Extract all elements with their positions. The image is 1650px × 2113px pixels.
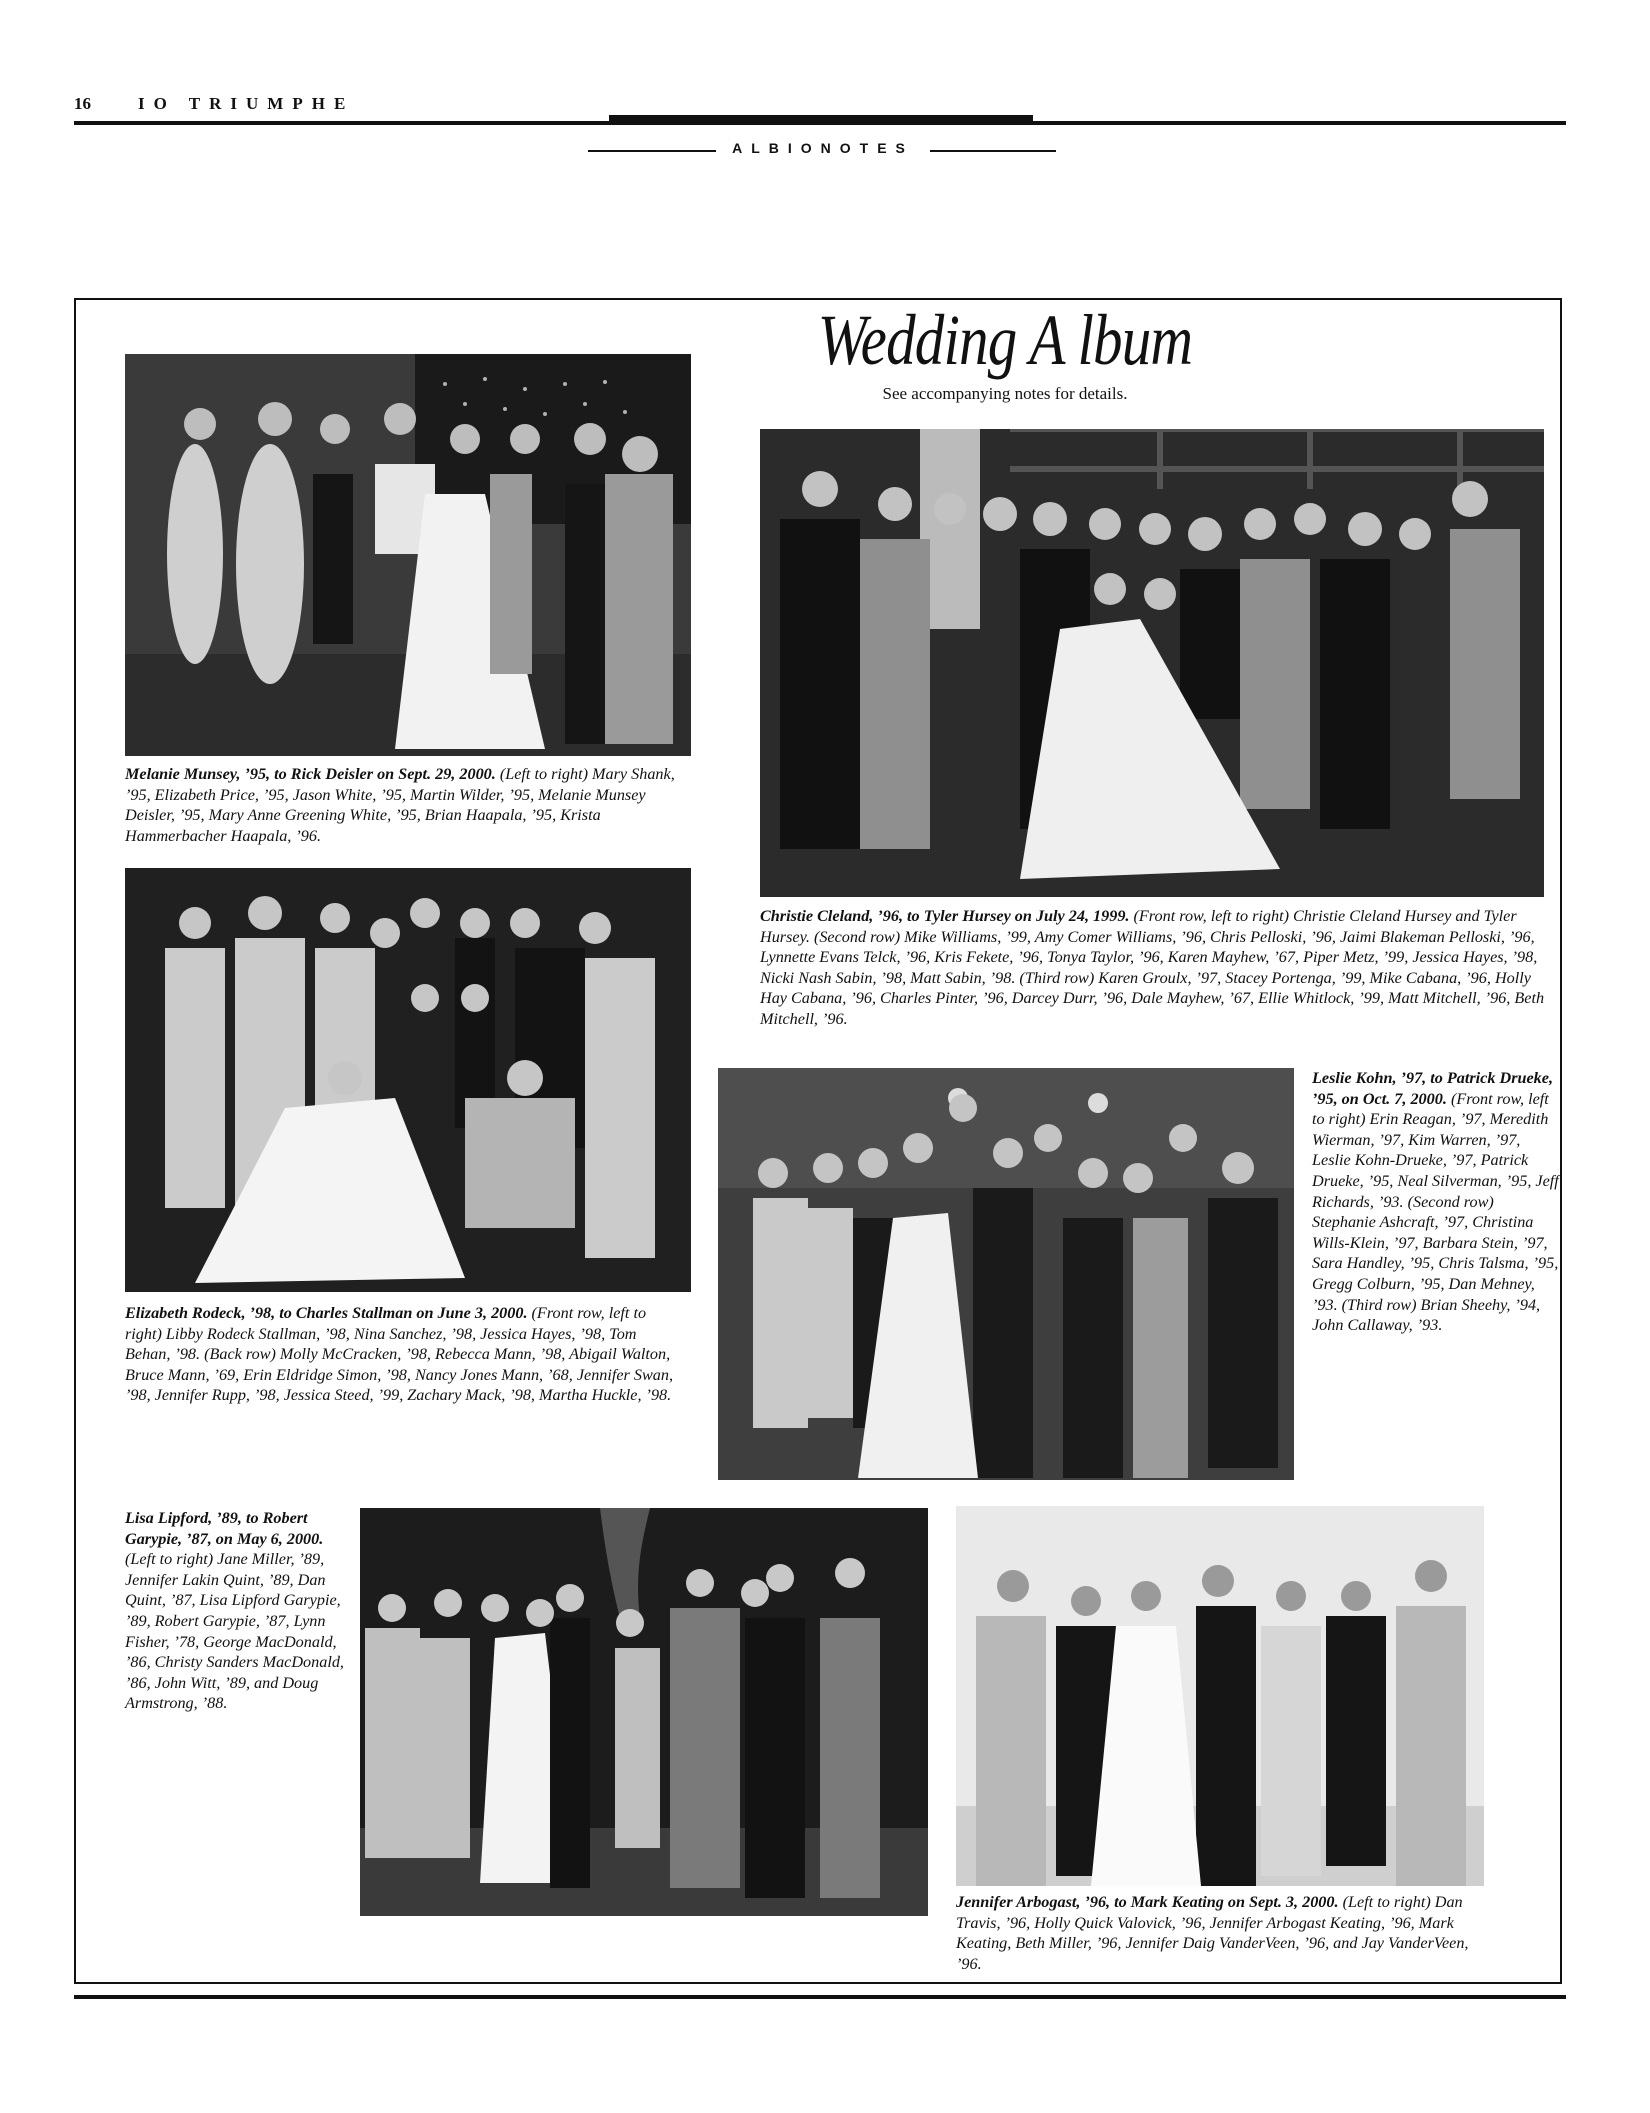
photo-cleland-wedding (760, 429, 1544, 897)
caption-cleland-headline: Christie Cleland, ’96, to Tyler Hursey on July 24, 1999. (760, 907, 1130, 925)
publication-name: IO TRIUMPHE (138, 94, 355, 113)
photo-kohn-wedding (718, 1068, 1294, 1480)
photo-cleland-image (760, 429, 1544, 897)
caption-lipford (125, 1508, 345, 1714)
caption-munsey (125, 764, 695, 846)
footer-rule (74, 1995, 1566, 1999)
section-rule-left (588, 150, 716, 152)
section-rule-right (930, 150, 1056, 152)
album-subtitle: See accompanying notes for details. (882, 384, 1128, 403)
caption-rodeck-names: (Front row, left to right) Libby Rodeck Stallman, ’98, Nina Sanchez, ’98, Jessica Hayes, ’98, Tom Behan, ’98. (Back row) Molly McCracken, ’98, Rebecca Mann, ’98, Abigail Walton, Bruce Mann, ’69, Erin Eldridge Simon, ’98, Nancy Jones Mann, ’68, Jennifer Swan, ’98, Jennifer Rupp, ’98, Jessica Steed, ’99, Zachary Mack, ’98, Martha Huckle, ’98. (125, 1304, 674, 1405)
photo-rodeck-image (125, 868, 691, 1292)
caption-rodeck (125, 1303, 685, 1406)
photo-arbogast-wedding (956, 1506, 1484, 1886)
caption-cleland (760, 906, 1550, 1030)
caption-kohn-headline: Leslie Kohn, ’97, to Patrick Drueke, ’95, on Oct. 7, 2000. (1312, 1069, 1554, 1108)
photo-rodeck-wedding (125, 868, 691, 1292)
section-label: ALBIONOTES (732, 140, 914, 156)
photo-munsey-wedding (125, 354, 691, 756)
caption-munsey-names: (Left to right) Mary Shank, ’95, Elizabeth Price, ’95, Jason White, ’95, Martin Wilder, ’95, Melanie Munsey Deisler, ’95, Mary Anne Greening White, ’95, Brian Haapala, ’95, Krista Hammerbacher Haapala, ’96. (125, 765, 675, 845)
photo-kohn-image (718, 1068, 1294, 1480)
photo-munsey-image (125, 354, 691, 756)
caption-munsey-headline: Melanie Munsey, ’95, to Rick Deisler on Sept. 29, 2000. (125, 765, 496, 783)
photo-lipford-image (360, 1508, 928, 1916)
album-title: Wedding A lbum (817, 300, 1193, 380)
photo-lipford-wedding (360, 1508, 928, 1916)
caption-lipford-headline: Lisa Lipford, ’89, to Robert Garypie, ’87, on May 6, 2000. (125, 1509, 324, 1548)
caption-arbogast-headline: Jennifer Arbogast, ’96, to Mark Keating on Sept. 3, 2000. (956, 1893, 1339, 1911)
caption-arbogast-names: (Left to right) Dan Travis, ’96, Holly Quick Valovick, ’96, Jennifer Arbogast Keating, ’96, Mark Keating, Beth Miller, ’96, Jennifer Daig VanderVeen, ’96, and Jay VanderVeen, ’96. (956, 1893, 1469, 1973)
photo-arbogast-image (956, 1506, 1484, 1886)
caption-lipford-names: (Left to right) Jane Miller, ’89, Jennifer Lakin Quint, ’89, Dan Quint, ’87, Lisa Lipford Garypie, ’89, Robert Garypie, ’87, Lynn Fisher, ’78, George MacDonald, ’86, Christy Sanders MacDonald, ’86, John Witt, ’89, and Doug Armstrong, ’88. (125, 1550, 344, 1713)
caption-rodeck-headline: Elizabeth Rodeck, ’98, to Charles Stallman on June 3, 2000. (125, 1304, 528, 1322)
caption-cleland-names: (Front row, left to right) Christie Cleland Hursey and Tyler Hursey. (Second row) Mike Williams, ’99, Amy Comer Williams, ’96, Chris Pelloski, ’96, Jaimi Blakeman Pelloski, ’96, Lynnette Evans Telck, ’96, Kris Fekete, ’96, Tonya Taylor, ’96, Karen Mayhew, ’67, Piper Metz, ’99, Jessica Hayes, ’98, Nicki Nash Sabin, ’98, Matt Sabin, ’98. (Third row) Karen Groulx, ’97, Stacey Portenga, ’99, Mike Cabana, ’96, Holly Hay Cabana, ’96, Charles Pinter, ’96, Darcey Durr, ’96, Dale Mayhew, ’67, Ellie Whitlock, ’99, Matt Mitchell, ’96, Beth Mitchell, ’96. (760, 907, 1545, 1028)
page-number: 16 (74, 94, 91, 113)
caption-arbogast (956, 1892, 1486, 1974)
header-rule (74, 121, 1566, 125)
caption-kohn (1312, 1068, 1560, 1336)
caption-kohn-names: (Front row, left to right) Erin Reagan, ’97, Meredith Wierman, ’97, Kim Warren, ’97, Leslie Kohn-Drueke, ’97, Patrick Drueke, ’95, Neal Silverman, ’95, Jeff Richards, ’93. (Second row) Stephanie Ashcraft, ’97, Christina Wills-Klein, ’97, Barbara Stein, ’97, Sara Handley, ’95, Chris Talsma, ’95, Gregg Colburn, ’95, Dan Mehney, ’93. (Third row) Brian Sheehy, ’94, John Callaway, ’93. (1312, 1089, 1559, 1335)
